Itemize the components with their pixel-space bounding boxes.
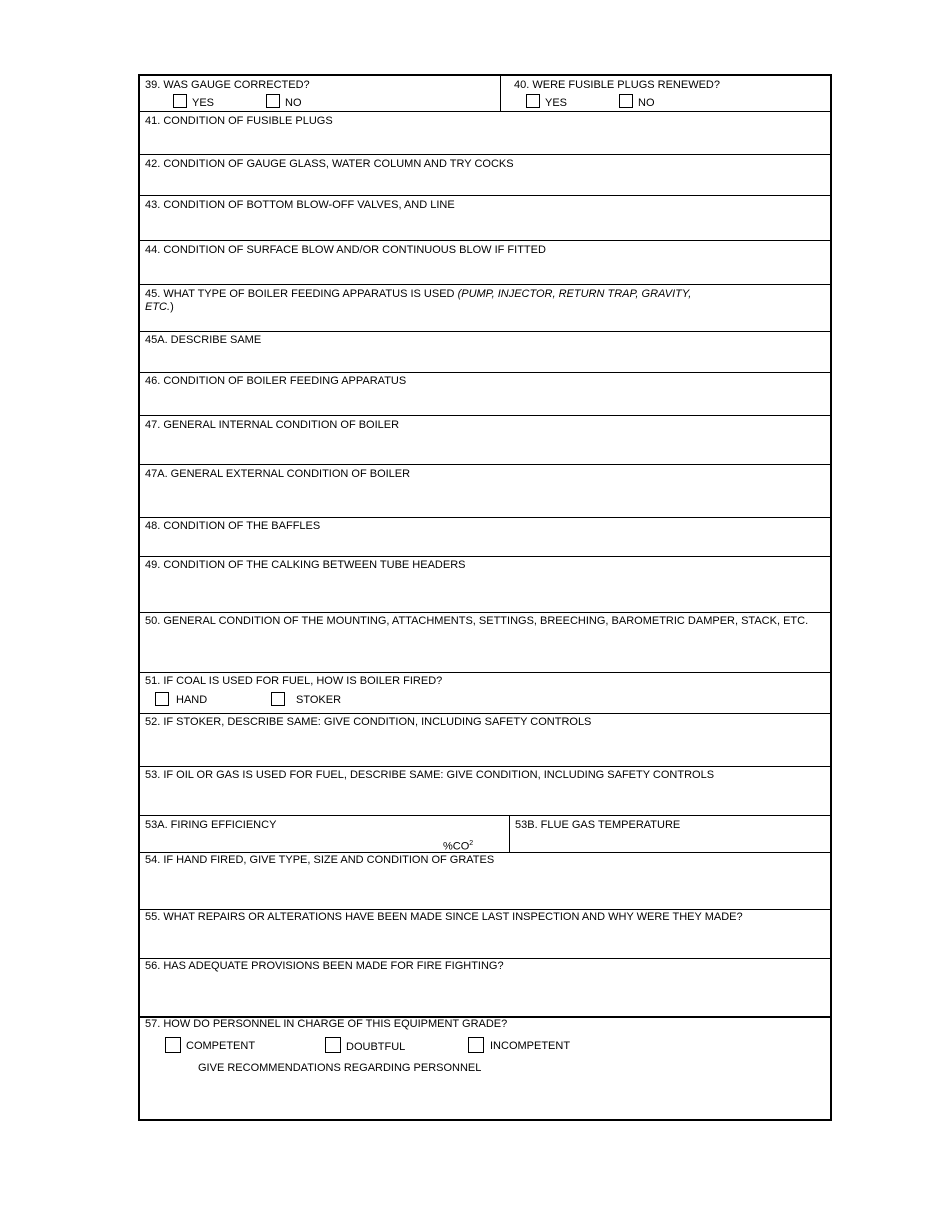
q41-label: 41. CONDITION OF FUSIBLE PLUGS [145,115,333,127]
row-55[interactable] [140,909,830,958]
q53b-cell[interactable] [510,816,829,852]
row-46[interactable] [140,372,830,415]
q54-label: 54. IF HAND FIRED, GIVE TYPE, SIZE AND CONDITION OF GRATES [145,854,495,866]
row-57 [140,1016,830,1119]
row-44[interactable] [140,240,830,284]
q57-recommend-label: GIVE RECOMMENDATIONS REGARDING PERSONNEL [198,1062,482,1074]
q39-yes-label: YES [192,97,215,109]
row-43[interactable] [140,195,830,240]
row-39-40 [140,76,830,111]
q49-label: 49. CONDITION OF THE CALKING BETWEEN TUBE HEADERS [145,559,466,571]
q44-label: 44. CONDITION OF SURFACE BLOW AND/OR CONTINUOUS BLOW IF FITTED [145,244,546,256]
q53-label: 53. IF OIL OR GAS IS USED FOR FUEL, DESCRIBE SAME: GIVE CONDITION, INCLUDING SAFETY CONTROLS [145,769,715,781]
row-49[interactable] [140,556,830,612]
q51-hand-label: HAND [176,694,208,706]
q51-stoker-checkbox[interactable] [271,692,285,706]
q40-no-label: NO [638,97,655,109]
q52-label: 52. IF STOKER, DESCRIBE SAME: GIVE CONDITION, INCLUDING SAFETY CONTROLS [145,716,592,728]
q39-no-checkbox[interactable] [266,94,280,108]
row-42[interactable] [140,154,830,195]
row-54[interactable] [140,852,830,909]
q53b-label: 53B. FLUE GAS TEMPERATURE [515,819,681,831]
inspection-form [138,74,832,1121]
q39-cell [140,76,500,111]
q53a-unit-sup: 2 [469,840,474,847]
row-51 [140,672,830,713]
q51-stoker-label: STOKER [296,694,342,706]
row-47a[interactable] [140,464,830,517]
q57-incompetent-label: INCOMPETENT [490,1040,571,1052]
row-52[interactable] [140,713,830,766]
q40-yes-label: YES [545,97,568,109]
q43-label: 43. CONDITION OF BOTTOM BLOW-OFF VALVES, AND LINE [145,199,455,211]
q39-yes-checkbox[interactable] [173,94,187,108]
q57-competent-label: COMPETENT [186,1040,256,1052]
q57-competent-checkbox[interactable] [165,1037,181,1053]
q48-label: 48. CONDITION OF THE BAFFLES [145,520,321,532]
q45-close: ) [170,301,174,313]
row-45a[interactable] [140,331,830,372]
divider [500,76,501,111]
q51-label: 51. IF COAL IS USED FOR FUEL, HOW IS BOILER FIRED? [145,675,443,687]
q50-label: 50. GENERAL CONDITION OF THE MOUNTING, ATTACHMENTS, SETTINGS, BREECHING, BAROMETRIC DAMPER, STACK, ETC. [145,615,809,627]
q53a-unit-text: %CO [443,840,470,853]
q57-label: 57. HOW DO PERSONNEL IN CHARGE OF THIS EQUIPMENT GRADE? [145,1018,508,1030]
q45-label [145,288,705,314]
row-48[interactable] [140,517,830,556]
q57-doubtful-checkbox[interactable] [325,1037,341,1053]
q47-label: 47. GENERAL INTERNAL CONDITION OF BOILER [145,419,400,431]
row-41[interactable] [140,111,830,154]
q57-incompetent-checkbox[interactable] [468,1037,484,1053]
q39-no-label: NO [285,97,302,109]
q45-italic: (PUMP, INJECTOR, RETURN TRAP, GRAVITY, ETC. [145,288,692,313]
row-47[interactable] [140,415,830,464]
q46-label: 46. CONDITION OF BOILER FEEDING APPARATUS [145,375,407,387]
q55-label: 55. WHAT REPAIRS OR ALTERATIONS HAVE BEEN MADE SINCE LAST INSPECTION AND WHY WERE THEY MADE? [145,911,743,923]
q40-no-checkbox[interactable] [619,94,633,108]
row-45[interactable] [140,284,830,331]
q39-label: 39. WAS GAUGE CORRECTED? [145,79,310,91]
q56-label: 56. HAS ADEQUATE PROVISIONS BEEN MADE FOR FIRE FIGHTING? [145,960,504,972]
q40-yes-checkbox[interactable] [526,94,540,108]
q53a-cell[interactable] [140,816,509,852]
q45a-label: 45A. DESCRIBE SAME [145,334,262,346]
q47a-label: 47A. GENERAL EXTERNAL CONDITION OF BOILER [145,468,411,480]
q40-label: 40. WERE FUSIBLE PLUGS RENEWED? [514,79,720,91]
q51-hand-checkbox[interactable] [155,692,169,706]
q40-cell [509,76,829,111]
q45-main: 45. WHAT TYPE OF BOILER FEEDING APPARATUS IS USED [145,288,458,300]
q57-doubtful-label: DOUBTFUL [346,1041,406,1053]
row-56[interactable] [140,958,830,1016]
row-53[interactable] [140,766,830,815]
q53a-label: 53A. FIRING EFFICIENCY [145,819,277,831]
row-50[interactable] [140,612,830,672]
row-53a-53b [140,815,830,852]
q42-label: 42. CONDITION OF GAUGE GLASS, WATER COLUMN AND TRY COCKS [145,158,514,170]
